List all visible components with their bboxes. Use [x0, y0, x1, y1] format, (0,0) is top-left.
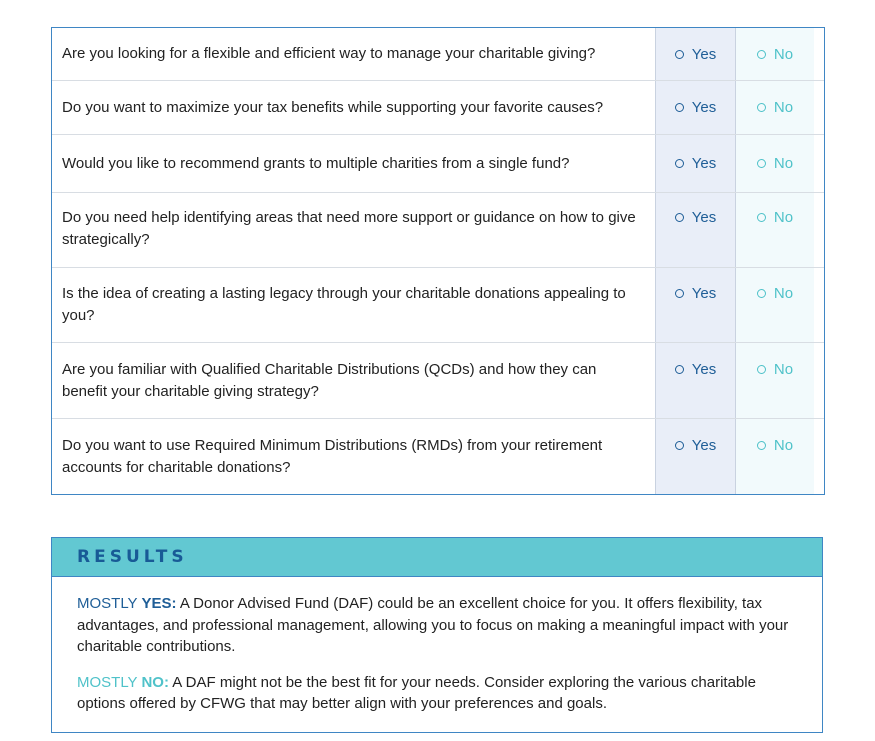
radio-icon[interactable]: [675, 289, 684, 298]
radio-icon[interactable]: [675, 213, 684, 222]
no-option[interactable]: [735, 343, 814, 418]
question-row: [52, 80, 824, 134]
question-text: [52, 343, 655, 418]
no-option[interactable]: [735, 135, 814, 192]
no-option[interactable]: [735, 193, 814, 267]
yes-label: Yes: [691, 437, 717, 454]
no-label: No: [773, 437, 794, 454]
question-label: Are you familiar with Qualified Charitable Distributions (QCDs) and how they can benefit your charitable giving strategy?: [62, 361, 597, 400]
question-text: [52, 268, 655, 342]
yes-option[interactable]: [655, 193, 735, 267]
yes-label: Yes: [691, 99, 717, 116]
no-label: No: [773, 99, 794, 116]
mostly-no-paragraph: [77, 672, 797, 715]
no-label: No: [773, 361, 794, 378]
yes-option[interactable]: [655, 343, 735, 418]
radio-icon[interactable]: [757, 213, 766, 222]
no-option[interactable]: [735, 268, 814, 342]
no-label: No: [773, 209, 794, 226]
radio-icon[interactable]: [675, 103, 684, 112]
yes-label: Yes: [691, 361, 717, 378]
mostly-no-text: A DAF might not be the best fit for your needs. Consider exploring the various charitable options offered by CFWG that may better align with your preferences and goals.: [77, 673, 756, 712]
radio-icon[interactable]: [757, 50, 766, 59]
quiz-table: [51, 27, 825, 495]
yes-label: Yes: [691, 45, 717, 63]
results-panel: [51, 537, 823, 733]
results-header: [52, 538, 822, 577]
radio-icon[interactable]: [757, 365, 766, 374]
radio-icon[interactable]: [757, 103, 766, 112]
question-text: [52, 81, 655, 134]
yes-option[interactable]: [655, 81, 735, 134]
question-row: [52, 192, 824, 267]
question-text: [52, 193, 655, 267]
results-title: RESULTS: [77, 547, 188, 567]
question-row: [52, 342, 824, 418]
question-text: [52, 135, 655, 192]
question-label: Do you need help identifying areas that need more support or guidance on how to give strategically?: [62, 209, 636, 248]
yes-option[interactable]: [655, 135, 735, 192]
radio-icon[interactable]: [675, 441, 684, 450]
question-row: [52, 418, 824, 494]
no-label: No: [773, 155, 794, 172]
yes-label: Yes: [691, 155, 717, 172]
radio-icon[interactable]: [757, 441, 766, 450]
radio-icon[interactable]: [675, 50, 684, 59]
question-label: Are you looking for a flexible and efficient way to manage your charitable giving?: [62, 45, 596, 62]
question-label: Do you want to maximize your tax benefits while supporting your favorite causes?: [62, 98, 604, 116]
question-text: [52, 419, 655, 494]
mostly-yes-keyword: YES:: [141, 595, 177, 612]
mostly-no-keyword: NO:: [141, 673, 169, 691]
mostly-yes-prefix: MOSTLY: [77, 595, 142, 612]
no-option[interactable]: [735, 419, 814, 494]
radio-icon[interactable]: [757, 159, 766, 168]
radio-icon[interactable]: [675, 159, 684, 168]
question-label: Is the idea of creating a lasting legacy through your charitable donations appealing to you?: [62, 285, 626, 324]
results-body: [52, 577, 822, 715]
mostly-yes-text: A Donor Advised Fund (DAF) could be an excellent choice for you. It offers flexibility, tax advantages, and professional management, allowing you to focus on making a meaningful impact with your charitable contributions.: [77, 595, 789, 655]
no-option[interactable]: [735, 28, 814, 80]
yes-option[interactable]: [655, 268, 735, 342]
yes-label: Yes: [691, 285, 717, 302]
no-label: No: [773, 285, 794, 302]
mostly-yes-paragraph: [77, 593, 797, 658]
question-label: Do you want to use Required Minimum Distributions (RMDs) from your retirement accounts for charitable donations?: [62, 437, 603, 476]
question-row: [52, 267, 824, 342]
yes-option[interactable]: [655, 28, 735, 80]
question-text: [52, 28, 655, 80]
radio-icon[interactable]: [675, 365, 684, 374]
radio-icon[interactable]: [757, 289, 766, 298]
question-row: [52, 134, 824, 192]
mostly-no-prefix: MOSTLY: [77, 673, 142, 691]
yes-option[interactable]: [655, 419, 735, 494]
no-option[interactable]: [735, 81, 814, 134]
question-label: Would you like to recommend grants to multiple charities from a single fund?: [62, 154, 570, 172]
question-row: [52, 28, 824, 80]
no-label: No: [773, 45, 794, 63]
yes-label: Yes: [691, 209, 717, 226]
